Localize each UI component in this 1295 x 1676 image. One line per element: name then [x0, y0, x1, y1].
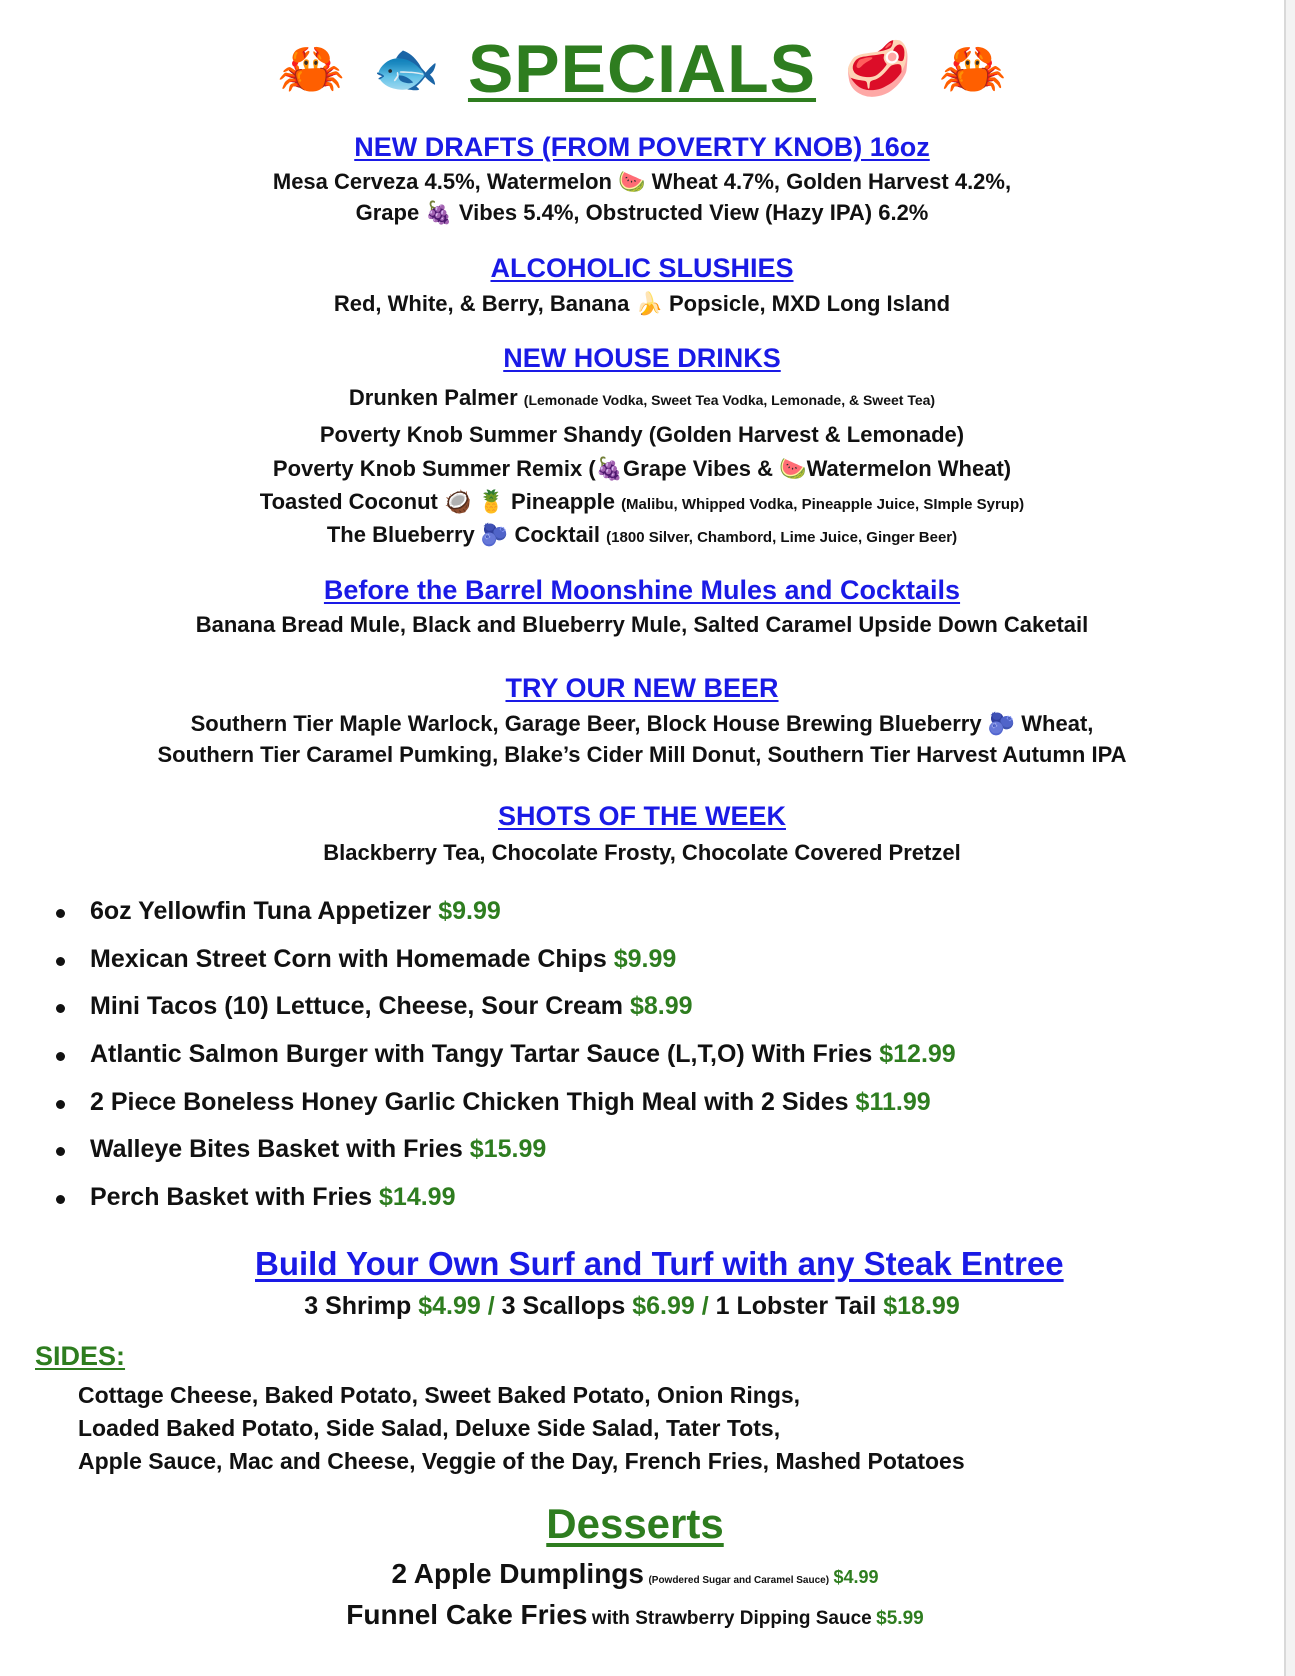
list-item: Walleye Bites Basket with Fries $15.99 — [50, 1135, 956, 1183]
surf-item-2: 3 Scallops — [501, 1292, 626, 1320]
drafts-line-1-b: Wheat 4.7%, Golden Harvest 4.2%, — [651, 169, 1012, 194]
house-drink-2: Poverty Knob Summer Shandy (Golden Harvest & Lemonade) — [319, 422, 965, 447]
list-item: Mini Tacos (10) Lettuce, Cheese, Sour Cream $8.99 — [50, 992, 956, 1040]
price: $9.99 — [613, 944, 677, 973]
slushies-line — [0, 291, 1284, 317]
house-drinks-header: NEW HOUSE DRINKS — [503, 343, 781, 373]
house-drink-4 — [0, 489, 1284, 515]
beer-line-2: Southern Tier Caramel Pumking, Blake’s Cider Mill Donut, Southern Tier Harvest Autumn IPA — [157, 742, 1127, 767]
beer-line-1 — [0, 711, 1284, 737]
drafts-line-2-b: Vibes 5.4%, Obstructed View (Hazy IPA) 6.2% — [458, 200, 929, 225]
house-drink-3-b: Grape Vibes & — [623, 456, 774, 481]
grape-icon: 🍇 — [425, 201, 453, 226]
price: $14.99 — [379, 1183, 456, 1212]
house-drink-3-c: Watermelon Wheat) — [806, 456, 1012, 481]
list-item: Perch Basket with Fries $14.99 — [50, 1183, 956, 1231]
watermelon-icon: 🍉 — [779, 457, 807, 482]
house-drink-4-b: Pineapple — [511, 489, 615, 514]
sides-line-2: Loaded Baked Potato, Side Salad, Deluxe Side Salad, Tater Tots, — [78, 1415, 781, 1441]
house-drink-4-desc: (Malibu, Whipped Vodka, Pineapple Juice, SImple Syrup) — [621, 496, 1025, 513]
sides-line-3: Apple Sauce, Mac and Cheese, Veggie of the Day, French Fries, Mashed Potatoes — [78, 1448, 965, 1474]
list-item: 6oz Yellowfin Tuna Appetizer $9.99 — [50, 897, 956, 945]
price: $12.99 — [879, 1040, 956, 1069]
page-title: SPECIALS — [467, 31, 817, 107]
grape-icon: 🍇 — [595, 457, 624, 482]
blueberry-icon: 🫐 — [987, 712, 1016, 737]
page-gutter — [1286, 0, 1295, 1676]
drafts-line-2 — [0, 200, 1284, 226]
slushies-line-b: Popsicle, MXD Long Island — [668, 291, 951, 316]
slushies-header: ALCOHOLIC SLUSHIES — [490, 253, 794, 283]
house-drink-1-name: Drunken Palmer — [348, 385, 518, 410]
price: $15.99 — [469, 1135, 547, 1164]
sides-line-1: Cottage Cheese, Baked Potato, Sweet Baked Potato, Onion Rings, — [78, 1382, 801, 1408]
beer-header: TRY OUR NEW BEER — [505, 673, 779, 703]
dessert-2-name: Funnel Cake Fries — [346, 1599, 588, 1630]
house-drink-4-a: Toasted Coconut — [259, 489, 438, 514]
dessert-1 — [0, 1558, 1270, 1590]
dessert-1-price: $4.99 — [833, 1567, 879, 1587]
banana-icon: 🍌 — [635, 292, 663, 317]
list-item: 2 Piece Boneless Honey Garlic Chicken Thigh Meal with 2 Sides $11.99 — [50, 1088, 956, 1136]
beer-line-1-a: Southern Tier Maple Warlock, Garage Beer, Block House Brewing Blueberry — [190, 711, 982, 736]
house-drink-5-a: The Blueberry — [326, 522, 475, 547]
steak-icon: 🥩 — [844, 37, 912, 100]
surf-item-3: 1 Lobster Tail — [715, 1292, 877, 1320]
house-drink-3-a: Poverty Knob Summer Remix ( — [272, 456, 596, 481]
beer-line-1-b: Wheat, — [1021, 711, 1094, 736]
watermelon-icon: 🍉 — [618, 170, 646, 195]
dessert-2-desc: with Strawberry Dipping Sauce — [591, 1608, 872, 1629]
drafts-line-2-a: Grape — [355, 200, 420, 225]
surf-turf-header: Build Your Own Surf and Turf with any Steak Entree — [255, 1245, 1064, 1282]
price: $8.99 — [629, 992, 693, 1021]
shots-header: SHOTS OF THE WEEK — [497, 801, 786, 831]
house-drink-5-b: Cocktail — [514, 522, 601, 547]
drafts-header: NEW DRAFTS (FROM POVERTY KNOB) 16oz — [354, 132, 930, 162]
drafts-line-1-a: Mesa Cerveza 4.5%, Watermelon — [272, 169, 612, 194]
house-drink-5 — [0, 522, 1284, 548]
fish-icon: 🐟 — [372, 37, 440, 100]
price: $11.99 — [855, 1087, 931, 1116]
blueberry-icon: 🫐 — [480, 523, 509, 548]
surf-item-1: 3 Shrimp — [304, 1292, 412, 1320]
slushies-line-a: Red, White, & Berry, Banana — [333, 291, 630, 316]
list-item: Atlantic Salmon Burger with Tangy Tartar Sauce (L,T,O) With Fries $12.99 — [50, 1040, 956, 1088]
sides-list — [78, 1379, 965, 1478]
house-drink-5-desc: (1800 Silver, Chambord, Lime Juice, Ginger Beer) — [606, 529, 958, 546]
crab-icon: 🦀 — [277, 37, 345, 100]
food-list — [50, 897, 956, 1231]
list-item: Mexican Street Corn with Homemade Chips $9.99 — [50, 945, 956, 993]
surf-price-3: $18.99 — [883, 1292, 960, 1320]
moonshine-header: Before the Barrel Moonshine Mules and Cocktails — [323, 575, 961, 605]
dessert-1-name: 2 Apple Dumplings — [391, 1558, 644, 1589]
shots-line: Blackberry Tea, Chocolate Frosty, Chocolate Covered Pretzel — [323, 840, 961, 865]
title-row — [0, 30, 1284, 108]
drafts-line-1 — [0, 169, 1284, 195]
house-drink-1 — [0, 385, 1284, 411]
house-drink-1-desc: (Lemonade Vodka, Sweet Tea Vodka, Lemonade, & Sweet Tea) — [523, 392, 936, 408]
house-drink-3 — [0, 456, 1284, 482]
sides-label: SIDES: — [35, 1341, 126, 1371]
surf-price-1: $4.99 / — [418, 1292, 495, 1320]
moonshine-line: Banana Bread Mule, Black and Blueberry Mule, Salted Caramel Upside Down Caketail — [195, 612, 1089, 637]
desserts-header: Desserts — [546, 1500, 724, 1547]
surf-turf-line — [0, 1292, 1284, 1321]
coconut-icon: 🥥 — [443, 490, 472, 515]
pineapple-icon: 🍍 — [477, 490, 505, 515]
dessert-2-price: $5.99 — [876, 1608, 924, 1629]
crab-icon: 🦀 — [939, 37, 1007, 100]
price: $9.99 — [438, 897, 501, 925]
dessert-1-desc: (Powdered Sugar and Caramel Sauce) — [648, 1575, 830, 1586]
dessert-2 — [0, 1599, 1270, 1631]
surf-price-2: $6.99 / — [632, 1292, 709, 1320]
